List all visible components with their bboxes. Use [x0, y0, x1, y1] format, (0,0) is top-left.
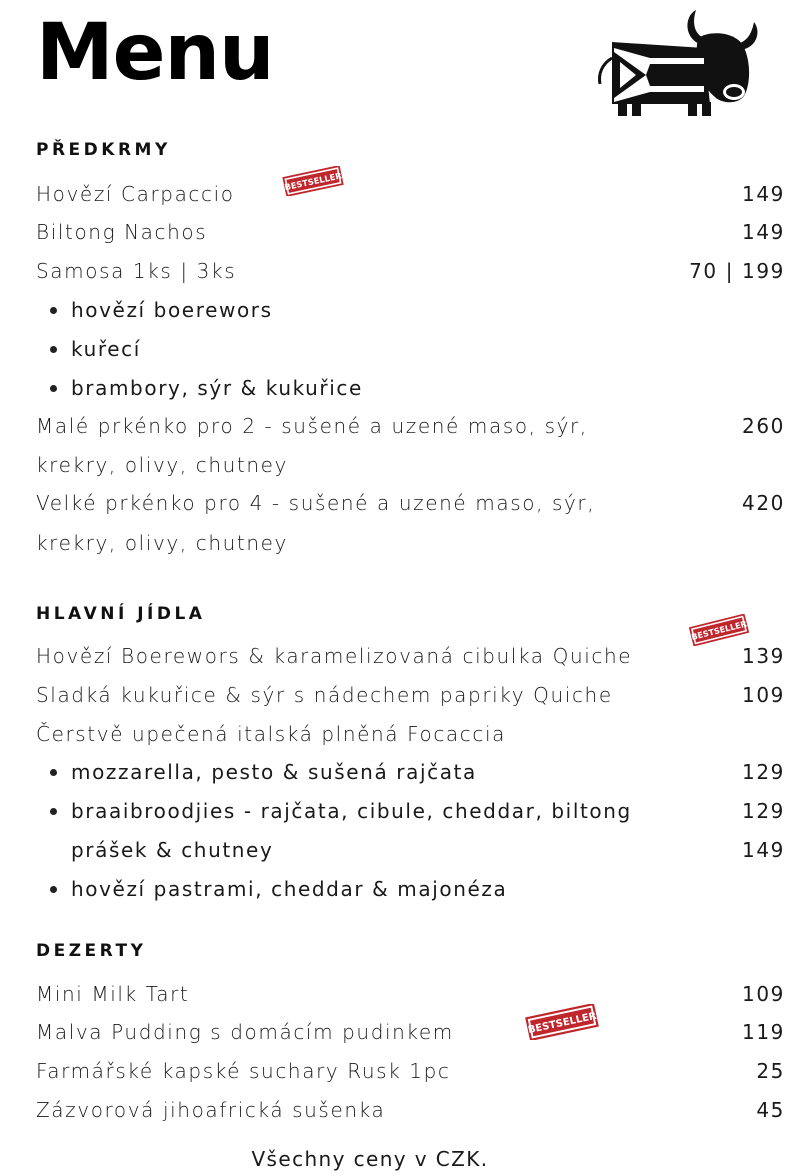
menu-item-price: 70 | 199 [689, 259, 785, 283]
restaurant-logo [592, 4, 764, 118]
bull-flag-icon [592, 4, 764, 118]
option-price: 129 [742, 760, 785, 784]
option-item: mozzarella, pesto & sušená rajčata [71, 760, 477, 784]
bullet-icon [50, 346, 57, 353]
section-heading-desserts: DEZERTY [36, 941, 147, 961]
menu-item-name: Sladká kukuřice & sýr s nádechem papriky Quiche [36, 683, 613, 707]
menu-item-name: Zázvorová jihoafrická sušenka [36, 1098, 386, 1122]
menu-item-price: 420 [742, 491, 785, 515]
currency-note: Všechny ceny v CZK. [251, 1147, 489, 1171]
page-title: Menu [36, 8, 274, 98]
menu-item-name-line2: krekry, olivy, chutney [36, 531, 288, 555]
badge-label: BESTSELLER [527, 1010, 598, 1037]
bullet-icon [50, 808, 57, 815]
menu-item-price: 149 [742, 220, 785, 244]
bullet-icon [50, 385, 57, 392]
option-item-line2: prášek & chutney [71, 838, 274, 862]
menu-item-price: 260 [742, 414, 785, 438]
menu-item-price: 45 [756, 1098, 785, 1122]
option-item: hovězí pastrami, cheddar & majonéza [71, 877, 508, 901]
menu-item-name: Hovězí Boerewors & karamelizovaná cibulka Quiche [36, 644, 633, 668]
bullet-icon [50, 769, 57, 776]
option-price: 149 [742, 838, 785, 862]
badge-label: BESTSELLER [690, 618, 748, 642]
menu-item-price: 149 [742, 182, 785, 206]
bestseller-badge [278, 166, 348, 196]
menu-item-name: Čerstvě upečená italská plněná Focaccia [36, 722, 506, 746]
option-price: 129 [742, 799, 785, 823]
menu-item-price: 109 [742, 683, 785, 707]
menu-item-name: Mini Milk Tart [36, 982, 190, 1006]
section-heading-starters: PŘEDKRMY [36, 140, 171, 160]
menu-item-name: Malé prkénko pro 2 - sušené a uzené maso, sýr, [36, 414, 588, 438]
menu-item-price: 25 [756, 1059, 785, 1083]
option-item: braaibroodjies - rajčata, cibule, cheddar, biltong [71, 799, 632, 823]
option-item: brambory, sýr & kukuřice [71, 376, 363, 400]
badge-label: BESTSELLER [283, 170, 343, 193]
menu-item-price: 109 [742, 982, 785, 1006]
menu-item-name: Malva Pudding s domácím pudinkem [36, 1020, 454, 1044]
menu-item-price: 119 [742, 1020, 785, 1044]
option-item: kuřecí [71, 337, 141, 361]
section-heading-mains: HLAVNÍ JÍDLA [36, 604, 206, 624]
bestseller-badge [524, 1004, 600, 1040]
menu-item-name: Samosa 1ks | 3ks [36, 259, 237, 283]
bullet-icon [50, 886, 57, 893]
menu-item-name: Velké prkénko pro 4 - sušené a uzené maso, sýr, [36, 491, 596, 515]
menu-item-name-line2: krekry, olivy, chutney [36, 453, 288, 477]
bestseller-badge [688, 614, 750, 646]
menu-item-name: Hovězí Carpaccio [36, 182, 235, 206]
option-item: hovězí boerewors [71, 298, 273, 322]
bullet-icon [50, 307, 57, 314]
menu-item-price: 139 [742, 644, 785, 668]
menu-item-name: Biltong Nachos [36, 220, 208, 244]
menu-item-name: Farmářské kapské suchary Rusk 1pc [36, 1059, 451, 1083]
